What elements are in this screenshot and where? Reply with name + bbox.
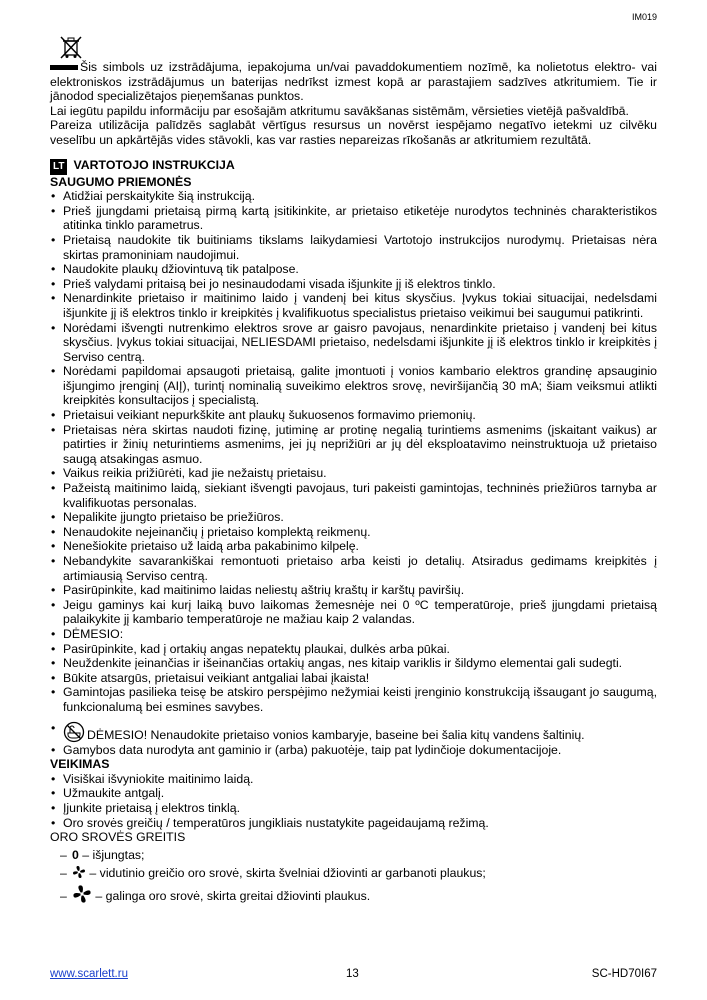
operation-list	[50, 772, 657, 830]
warning-item: • DĖMESIO! Nenaudokite prietaiso vonios kambaryje, baseine bei šalia kitų vandens šaltinių.	[50, 721, 657, 743]
list-item: • Prieš įjungdami prietaisą pirmą kartą įsitikinkite, ar prietaiso etiketėje nurodytos techninės charakteristikos atitinka tinklo parametrus.	[50, 204, 657, 233]
weee-paragraph-1: Šis simbols uz izstrādājuma, iepakojuma un/vai pavaddokumentiem nozīmē, ka nolietotus elektro- vai elektroniskos izstrādājumus un baterijas nedrīkst izmest kopā ar parastajiem sadzīves atkritumiem. Tie ir jānodod specializētajos pieņemšanas punktos.	[50, 34, 657, 104]
list-item: • Nepalikite įjungto prietaiso be priežiūros.	[50, 510, 657, 525]
list-item: • DĖMESIO:	[50, 627, 657, 642]
page-content	[50, 34, 657, 904]
fan-high-icon	[72, 884, 92, 904]
operation-title: VEIKIMAS	[50, 757, 110, 772]
list-item: • Prieš valydami pritaisą bei jo nesinaudodami visada išjunkite jį iš elektros tinklo.	[50, 277, 657, 292]
list-item: • Gamintojas pasilieka teisę be atskiro perspėjimo nežymiai keisti įrenginio konstrukciją išsaugant jo saugumą, funkcionalumą bei esmines savybes.	[50, 685, 657, 714]
footer	[50, 968, 657, 980]
speed-low-row: – – vidutinio greičio oro srovė, skirta švelniai džiovinti ar garbanoti plaukus;	[60, 866, 486, 881]
speed-zero-label: 0	[72, 847, 79, 862]
weee-section	[50, 34, 657, 148]
model-number: SC-HD70I67	[591, 968, 657, 980]
list-item: • Nebandykite savarankiškai remontuoti prietaiso arba keisti jo detalių. Atsiradus gedimams kreipkitės į artimiausią Serviso centrą.	[50, 554, 657, 583]
list-item: • Nenaudokite nejeinančių į prietaiso komplektą reikmenų.	[50, 525, 657, 540]
instruction-title: VARTOTOJO INSTRUKCIJA	[73, 157, 235, 172]
fan-low-icon	[72, 865, 86, 879]
list-item: • Įjunkite prietaisą į elektros tinklą.	[50, 801, 657, 816]
document-code: IM019	[631, 12, 657, 22]
weee-paragraph-2: Lai iegūtu papildu informāciju par esošajām atkritumu savākšanas sistēmām, vērsieties vietējā pašvaldībā.	[50, 103, 629, 118]
list-item: • Neuždenkite įeinančias ir išeinančias ortakių angas, nes kitaip variklis ir šildymo elementai gali sudegti.	[50, 656, 657, 671]
weee-bar	[50, 65, 78, 70]
page-number: 13	[346, 968, 359, 980]
list-item: • Prietaisas nėra skirtas naudoti fizinę, jutiminę ar protinę negalią turintiems asmenims (įskaitant vaikus) ar patirties ir žinių neturintiems asmenims, jei jų neprižiūri ar jų dėl eksploatavimo neinstruktuoja už prietaiso saugą atsakingas asmuo.	[50, 423, 657, 467]
list-item: • Norėdami išvengti nutrenkimo elektros srove ar gaisro pavojaus, nenardinkite prietaiso į vandenį bei kitus skysčius. Įvykus tokiai situacijai, NELIESDAMI prietaiso, nedelsdami išjunkite jį iš elektros tinklo ir kreipkitės į Serviso centrą.	[50, 321, 657, 365]
safety-list	[50, 189, 657, 714]
list-item: • Visiškai išvyniokite maitinimo laidą.	[50, 772, 657, 787]
speed-title: ORO SROVĖS GREITIS	[50, 830, 186, 845]
lt-section-header	[50, 158, 657, 175]
list-item: • Pasirūpinkite, kad į ortakių angas nepatektų plaukai, dulkės arba pūkai.	[50, 642, 657, 657]
no-bath-icon	[63, 721, 85, 743]
list-item: • Pažeistą maitinimo laidą, siekiant išvengti pavojaus, turi pakeisti gamintojas, techninės priežiūros tarnyba ar kvalifikuotas personalas.	[50, 481, 657, 510]
list-item: • Prietaisą naudokite tik buitiniams tikslams laikydamiesi Vartotojo instrukcijos nurodymų. Prietaisas nėra skirtas pramoniniam naudojimui.	[50, 233, 657, 262]
safety-title: SAUGUMO PRIEMONĖS	[50, 174, 192, 189]
speed-high-row: – – galinga oro srovė, skirta greitai džiovinti plaukus.	[50, 884, 657, 904]
list-item: • Užmaukite antgalį.	[50, 786, 657, 801]
list-item: • Naudokite plaukų džiovintuvą tik patalpose.	[50, 262, 657, 277]
list-item: • Nenešiokite prietaiso už laidą arba pakabinimo kilpelę.	[50, 539, 657, 554]
list-item: • Nenardinkite prietaiso ir maitinimo laido į vandenį bei kitus skysčius. Įvykus tokiai situacijai, nedelsdami išjunkite jį iš elektros tinklo ir kreipkitės į kvalifikuotus specialistus prietaiso veikimui bei saugumui patikrinti.	[50, 291, 657, 320]
list-item: • Norėdami papildomai apsaugoti prietaisą, galite įmontuoti į vonios kambario elektros grandinę apsauginio išjungimo įrenginį (AIĮ), turintį nominalią suveikimo elektros srovę, neviršijančią 30 mA; šiam veiksmui atlikti kreipkitės konsultacijos į specialistą.	[50, 364, 657, 408]
list-item: • Būkite atsargūs, prietaisui veikiant antgaliai labai įkaista!	[50, 671, 657, 686]
website-link[interactable]: www.scarlett.ru	[50, 968, 128, 980]
list-item: • Pasirūpinkite, kad maitinimo laidas neliestų aštrių kraštų ir karštų paviršių.	[50, 583, 657, 598]
language-badge: LT	[50, 159, 67, 175]
crossed-bin-icon	[58, 34, 84, 60]
list-item: • Vaikus reikia prižiūrėti, kad jie nežaistų prietaisu.	[50, 466, 657, 481]
list-item: • Oro srovės greičių / temperatūros jungikliais nustatykite pageidaujamą režimą.	[50, 816, 657, 831]
speed-zero-row: – 0 – išjungtas;	[60, 847, 145, 862]
weee-paragraph-3: Pareiza utilizācija palīdzēs saglabāt vērtīgus resursus un novērst iespējamo negatīvo ietekmi uz cilvēku veselību un apkārtējās vides stāvokli, kas var rasties nepareizas rīkošanās ar atkritumiem rezultātā.	[50, 118, 657, 147]
production-date-item: • Gamybos data nurodyta ant gaminio ir (arba) pakuotėje, taip pat lydinčioje dokumentacijoje.	[50, 743, 657, 758]
list-item: • Prietaisui veikiant nepurkškite ant plaukų šukuosenos formavimo priemonių.	[50, 408, 657, 423]
list-item: • Atidžiai perskaitykite šią instrukciją.	[50, 189, 657, 204]
list-item: • Jeigu gaminys kai kurį laiką buvo laikomas žemesnėje nei 0 ºC temperatūroje, prieš įjungdami prietaisą palaikykite jį kambario temperatūroje ne mažiau kaip 2 valandas.	[50, 598, 657, 627]
